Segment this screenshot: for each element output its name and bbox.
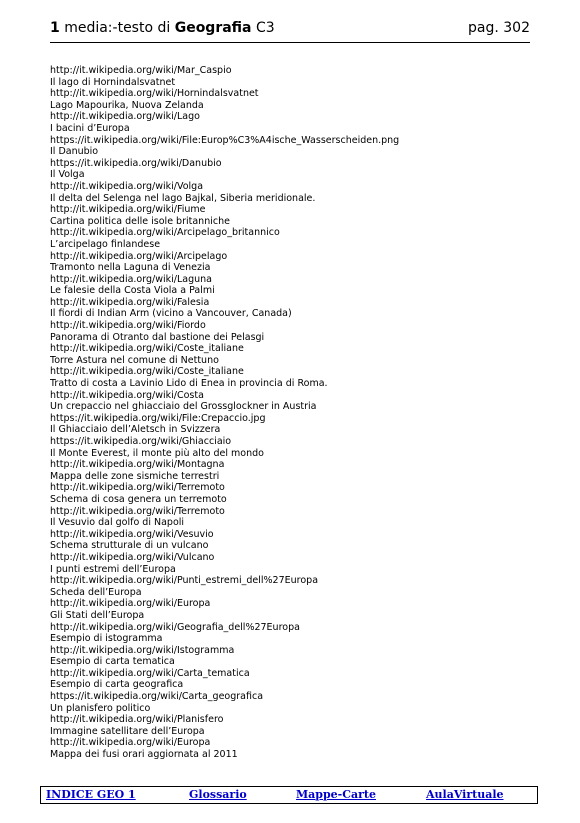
reference-line: Il Vesuvio dal golfo di Napoli (50, 517, 185, 529)
reference-line: https://it.wikipedia.org/wiki/File:Europ%C3%A4ische_Wasserscheiden.png (50, 134, 400, 146)
glossary-link[interactable]: Glossario (189, 788, 247, 801)
reference-line: Tramonto nella Laguna di Venezia (50, 262, 211, 274)
reference-line: http://it.wikipedia.org/wiki/Arcipelago_britannico (50, 227, 280, 239)
header-prefix: media:-testo di (59, 20, 175, 36)
page-header (50, 20, 530, 43)
reference-line: Il Monte Everest, il monte più alto del mondo (50, 447, 264, 459)
reference-line: http://it.wikipedia.org/wiki/Coste_italiane (50, 366, 244, 378)
reference-line: Lago Mapourika, Nuova Zelanda (50, 99, 204, 111)
reference-line: http://it.wikipedia.org/wiki/Europa (50, 737, 211, 749)
reference-line: Il fiordi di Indian Arm (vicino a Vancouver, Canada) (50, 308, 292, 320)
reference-line: http://it.wikipedia.org/wiki/Planisfero (50, 714, 224, 726)
reference-line: Tratto di costa a Lavinio Lido di Enea in provincia di Roma. (50, 378, 328, 390)
reference-line: Schema strutturale di un vulcano (50, 540, 209, 552)
reference-list (50, 65, 540, 761)
reference-line: Il Ghiacciaio dell’Aletsch in Svizzera (50, 424, 221, 436)
reference-line: http://it.wikipedia.org/wiki/Vesuvio (50, 528, 214, 540)
reference-line: Esempio di istogramma (50, 633, 163, 645)
virtual-classroom-link[interactable]: AulaVirtuale (426, 788, 504, 801)
reference-line: http://it.wikipedia.org/wiki/Fiordo (50, 320, 206, 332)
reference-line: http://it.wikipedia.org/wiki/Carta_tematica (50, 667, 250, 679)
reference-line: https://it.wikipedia.org/wiki/Carta_geografica (50, 691, 264, 703)
reference-line: http://it.wikipedia.org/wiki/Coste_italiane (50, 343, 244, 355)
reference-line: http://it.wikipedia.org/wiki/Montagna (50, 459, 225, 471)
reference-line: Il Danubio (50, 146, 99, 158)
reference-line: Il lago di Hornindalsvatnet (50, 76, 176, 88)
reference-line: Il Volga (50, 169, 85, 181)
reference-line: Esempio di carta geografica (50, 679, 184, 691)
reference-line: http://it.wikipedia.org/wiki/Laguna (50, 273, 212, 285)
reference-line: Esempio di carta tematica (50, 656, 175, 668)
reference-line: I punti estremi dell’Europa (50, 563, 176, 575)
reference-line: Gli Stati dell’Europa (50, 609, 145, 621)
reference-line: Il delta del Selenga nel lago Bajkal, Siberia meridionale. (50, 192, 316, 204)
page-number: pag. 302 (468, 20, 530, 36)
reference-line: http://it.wikipedia.org/wiki/Geografia_dell%27Europa (50, 621, 300, 633)
reference-line: Immagine satellitare dell’Europa (50, 725, 205, 737)
reference-line: http://it.wikipedia.org/wiki/Hornindalsvatnet (50, 88, 259, 100)
reference-line: Torre Astura nel comune di Nettuno (50, 354, 219, 366)
reference-line: http://it.wikipedia.org/wiki/Terremoto (50, 505, 225, 517)
reference-line: Mappa dei fusi orari aggiornata al 2011 (50, 749, 238, 761)
maps-link[interactable]: Mappe-Carte (296, 788, 377, 801)
header-subject: Geografia (174, 20, 252, 36)
reference-line: Un crepaccio nel ghiacciaio del Grossglockner in Austria (50, 401, 317, 413)
reference-line: http://it.wikipedia.org/wiki/Volga (50, 180, 204, 192)
reference-line: https://it.wikipedia.org/wiki/File:Crepaccio.jpg (50, 412, 266, 424)
reference-line: Un planisfero politico (50, 702, 151, 714)
reference-line: https://it.wikipedia.org/wiki/Danubio (50, 157, 222, 169)
reference-line: Schema di cosa genera un terremoto (50, 493, 227, 505)
index-link[interactable]: INDICE GEO 1 (46, 788, 136, 801)
reference-line: http://it.wikipedia.org/wiki/Punti_estremi_dell%27Europa (50, 575, 319, 587)
reference-line: http://it.wikipedia.org/wiki/Lago (50, 111, 200, 123)
reference-line: http://it.wikipedia.org/wiki/Arcipelago (50, 250, 228, 262)
reference-line: http://it.wikipedia.org/wiki/Istogramma (50, 644, 235, 656)
reference-line: Mappa delle zone sismiche terrestri (50, 470, 220, 482)
reference-line: https://it.wikipedia.org/wiki/Ghiacciaio (50, 436, 232, 447)
reference-line: Scheda dell’Europa (50, 586, 142, 598)
reference-line: Panorama di Otranto dal bastione dei Pelasgi (50, 331, 265, 343)
reference-line: http://it.wikipedia.org/wiki/Terremoto (50, 482, 225, 494)
reference-line: Le falesie della Costa Viola a Palmi (50, 285, 215, 297)
header-title (50, 20, 275, 36)
reference-line: http://it.wikipedia.org/wiki/Mar_Caspio (50, 65, 232, 76)
reference-line: http://it.wikipedia.org/wiki/Falesia (50, 296, 210, 308)
header-number: 1 (50, 20, 60, 36)
reference-line: Cartina politica delle isole britanniche (50, 215, 230, 227)
reference-line: http://it.wikipedia.org/wiki/Costa (50, 389, 204, 401)
reference-line: http://it.wikipedia.org/wiki/Fiume (50, 204, 206, 216)
reference-line: http://it.wikipedia.org/wiki/Vulcano (50, 551, 215, 563)
reference-line: http://it.wikipedia.org/wiki/Europa (50, 598, 211, 610)
footer-navigation (40, 786, 538, 804)
reference-line: I bacini d’Europa (50, 122, 130, 134)
header-suffix: C3 (251, 20, 275, 36)
reference-line: L’arcipelago finlandese (50, 238, 161, 250)
